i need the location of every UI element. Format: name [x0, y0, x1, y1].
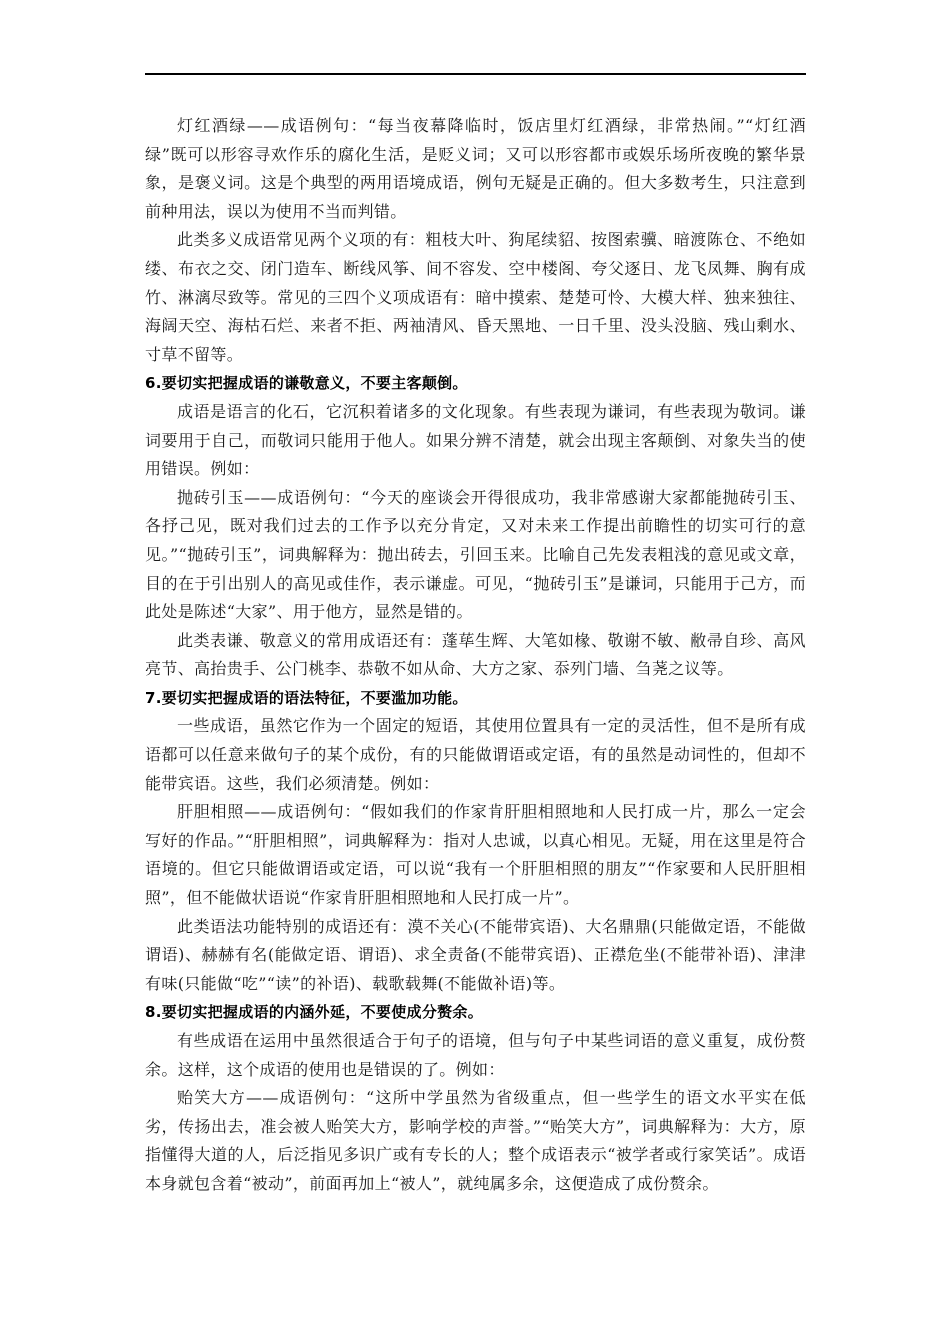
- paragraph-humble-honorific-list: 此类表谦、敬意义的常用成语还有：蓬荜生辉、大笔如椽、敬谢不敏、敝帚自珍、高风亮节、高抬贵手、公门桃李、恭敬不如从命、大方之家、忝列门墙、刍荛之议等。: [145, 630, 806, 679]
- document-body: [145, 112, 806, 1199]
- section-heading-7: 7.要切实把握成语的语法特征，不要滥加功能。: [145, 688, 468, 707]
- paragraph-redundancy-intro: 有些成语在运用中虽然很适合于句子的语境，但与句子中某些词语的意义重复，成份赘余。这样，这个成语的使用也是错误的了。例如：: [145, 1031, 806, 1079]
- paragraph-yi-xiao-da-fang: 贻笑大方——成语例句：“这所中学虽然为省级重点，但一些学生的语文水平实在低劣，传扬出去，准会被人贻笑大方，影响学校的声誉。”“贻笑大方”，词典解释为：大方，原指懂得大道的人，后泛指见多识广或有专长的人；整个成语表示“被学者或行家笑话”。成语本身就包含着“被动”，前面再加上“被人”，就纯属多余，这便造成了成份赘余。: [145, 1088, 806, 1193]
- paragraph-grammar-list: 此类语法功能特别的成语还有：漠不关心(不能带宾语)、大名鼎鼎(只能做定语，不能做谓语)、赫赫有名(能做定语、谓语)、求全责备(不能带宾语)、正襟危坐(不能带补语)、津津有味(只能做“吃”“读”的补语)、载歌载舞(不能做补语)等。: [145, 916, 806, 993]
- paragraph-deng-hong-jiu-lv: 灯红酒绿——成语例句：“每当夜幕降临时，饭店里灯红酒绿，非常热闹。”“灯红酒绿”既可以形容寻欢作乐的腐化生活，是贬义词；又可以形容都市或娱乐场所夜晚的繁华景象，是褒义词。这是个典型的两用语境成语，例句无疑是正确的。但大多数考生，只注意到前种用法，误以为使用不当而判错。: [145, 116, 806, 221]
- paragraph-grammar-intro: 一些成语，虽然它作为一个固定的短语，其使用位置具有一定的灵活性，但不是所有成语都可以任意来做句子的某个成份，有的只能做谓语或定语，有的虽然是动词性的，但却不能带宾语。这些，我们必须清楚。例如：: [145, 716, 806, 793]
- section-heading-8: 8.要切实把握成语的内涵外延，不要使成分赘余。: [145, 1003, 484, 1022]
- paragraph-polysemous-idioms: 此类多义成语常见两个义项的有：粗枝大叶、狗尾续貂、按图索骥、暗渡陈仓、不绝如缕、布衣之交、闭门造车、断线风筝、间不容发、空中楼阁、夸父逐日、龙飞凤舞、胸有成竹、淋漓尽致等。常见的三四个义项成语有：暗中摸索、楚楚可怜、大模大样、独来独往、海阔天空、海枯石烂、来者不拒、两袖清风、昏天黑地、一日千里、没头没脑、残山剩水、寸草不留等。: [145, 230, 806, 364]
- paragraph-humble-honorific-intro: 成语是语言的化石，它沉积着诸多的文化现象。有些表现为谦词，有些表现为敬词。谦词要用于自己，而敬词只能用于他人。如果分辨不清楚，就会出现主客颠倒、对象失当的使用错误。例如：: [145, 401, 806, 479]
- paragraph-gan-dan-xiang-zhao: 肝胆相照——成语例句：“假如我们的作家肯肝胆相照地和人民打成一片，那么一定会写好的作品。”“肝胆相照”，词典解释为：指对人忠诚，以真心相见。无疑，用在这里是符合语境的。但它只能做谓语或定语，可以说“我有一个肝胆相照的朋友”“作家要和人民肝胆相照”，但不能做状语说“作家肯肝胆相照地和人民打成一片”。: [145, 802, 806, 908]
- section-heading-6: 6.要切实把握成语的谦敬意义，不要主客颠倒。: [145, 374, 468, 393]
- header-rule: [145, 73, 806, 75]
- paragraph-pao-zhuan-yin-yu: 抛砖引玉——成语例句：“今天的座谈会开得很成功，我非常感谢大家都能抛砖引玉、各抒己见，既对我们过去的工作予以充分肯定，又对未来工作提出前瞻性的切实可行的意见。”“抛砖引玉”，词典解释为：抛出砖去，引回玉来。比喻自己先发表粗浅的意见或文章，目的在于引出别人的高见或佳作，表示谦虚。可见，“抛砖引玉”是谦词，只能用于己方，而此处是陈述“大家”、用于他方，显然是错的。: [145, 487, 806, 622]
